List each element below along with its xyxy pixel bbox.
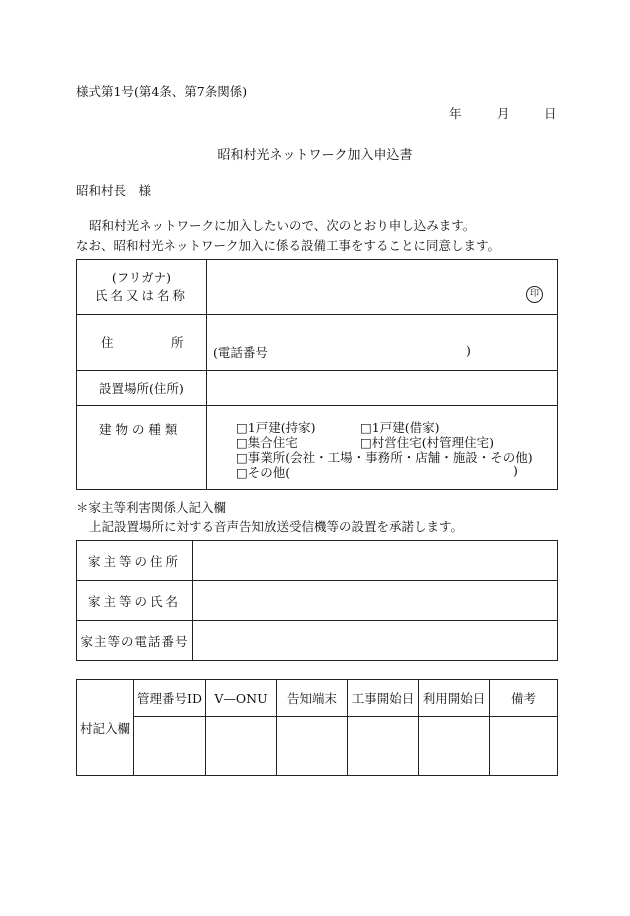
- header-service-start: 利用開始日: [419, 680, 490, 717]
- cell-v-onu[interactable]: [206, 717, 277, 776]
- header-remarks: 備考: [490, 680, 558, 717]
- cell-remarks[interactable]: [490, 717, 558, 776]
- header-v-onu: V—ONU: [206, 680, 277, 717]
- building-label-cell: [77, 406, 207, 490]
- cell-management-id[interactable]: [134, 717, 206, 776]
- owner-section-heading: ＊家主等利害関係人記入欄: [76, 500, 227, 515]
- address-label-right: 所: [171, 335, 184, 350]
- cell-construction-start[interactable]: [348, 717, 419, 776]
- cell-service-start[interactable]: [419, 717, 490, 776]
- address-input-cell[interactable]: [207, 315, 558, 371]
- option-apartment[interactable]: □集合住宅: [236, 435, 298, 450]
- building-label: 建 物 の 種 類: [99, 422, 178, 437]
- header-notification-terminal: 告知端末: [277, 680, 348, 717]
- phone-label: (電話番号: [213, 345, 268, 360]
- cell-notification-terminal[interactable]: [277, 717, 348, 776]
- header-management-id: 管理番号ID: [134, 680, 206, 717]
- option-detached-rented[interactable]: □1戸建(借家): [360, 420, 440, 435]
- owner-name-label: 家主等の氏名: [77, 581, 193, 621]
- applicant-table: [76, 259, 558, 490]
- owner-table: [76, 540, 558, 661]
- name-input-cell[interactable]: [207, 260, 558, 315]
- date-year-label: 年: [449, 106, 462, 121]
- owner-name-input[interactable]: [193, 581, 558, 621]
- option-other[interactable]: □その他(: [236, 465, 291, 480]
- option-detached-owned[interactable]: □1戸建(持家): [236, 420, 316, 435]
- header-construction-start: 工事開始日: [348, 680, 419, 717]
- date-day-label: 日: [544, 106, 557, 121]
- building-options-cell: [207, 406, 558, 490]
- seal-mark: 印: [526, 286, 543, 303]
- intro-line-2: なお、昭和村光ネットワーク加入に係る設備工事をすることに同意します。: [76, 238, 501, 253]
- village-table: [76, 679, 558, 776]
- address-label-left: 住: [101, 335, 114, 350]
- option-other-close: ): [513, 463, 518, 478]
- date-month-label: 月: [497, 106, 510, 121]
- document-title: 昭和村光ネットワーク加入申込書: [217, 148, 413, 163]
- name-label: 氏名又は名称: [94, 288, 188, 303]
- owner-address-input[interactable]: [193, 541, 558, 581]
- form-number: 様式第1号(第4条、第7条関係): [76, 84, 248, 99]
- furigana-label: (フリガナ): [111, 270, 172, 285]
- owner-phone-input[interactable]: [193, 621, 558, 661]
- option-village-housing[interactable]: □村営住宅(村管理住宅): [360, 435, 495, 450]
- phone-close: ): [466, 343, 471, 358]
- address-label-cell: [77, 315, 207, 371]
- owner-address-label: 家主等の住所: [77, 541, 193, 581]
- option-business[interactable]: □事業所(会社・工場・事務所・店舗・施設・その他): [236, 450, 533, 465]
- intro-line-1: 昭和村光ネットワークに加入したいので、次のとおり申し込みます。: [89, 218, 476, 233]
- install-input-cell[interactable]: [207, 371, 558, 406]
- addressee: 昭和村長 様: [76, 183, 152, 198]
- owner-phone-label: 家主等の電話番号: [77, 621, 193, 661]
- install-label: 設置場所(住所): [99, 381, 184, 396]
- install-label-cell: [77, 371, 207, 406]
- village-label: 村記入欄: [77, 680, 134, 776]
- owner-consent-text: 上記設置場所に対する音声告知放送受信機等の設置を承諾します。: [89, 519, 464, 534]
- name-label-cell: [77, 260, 207, 315]
